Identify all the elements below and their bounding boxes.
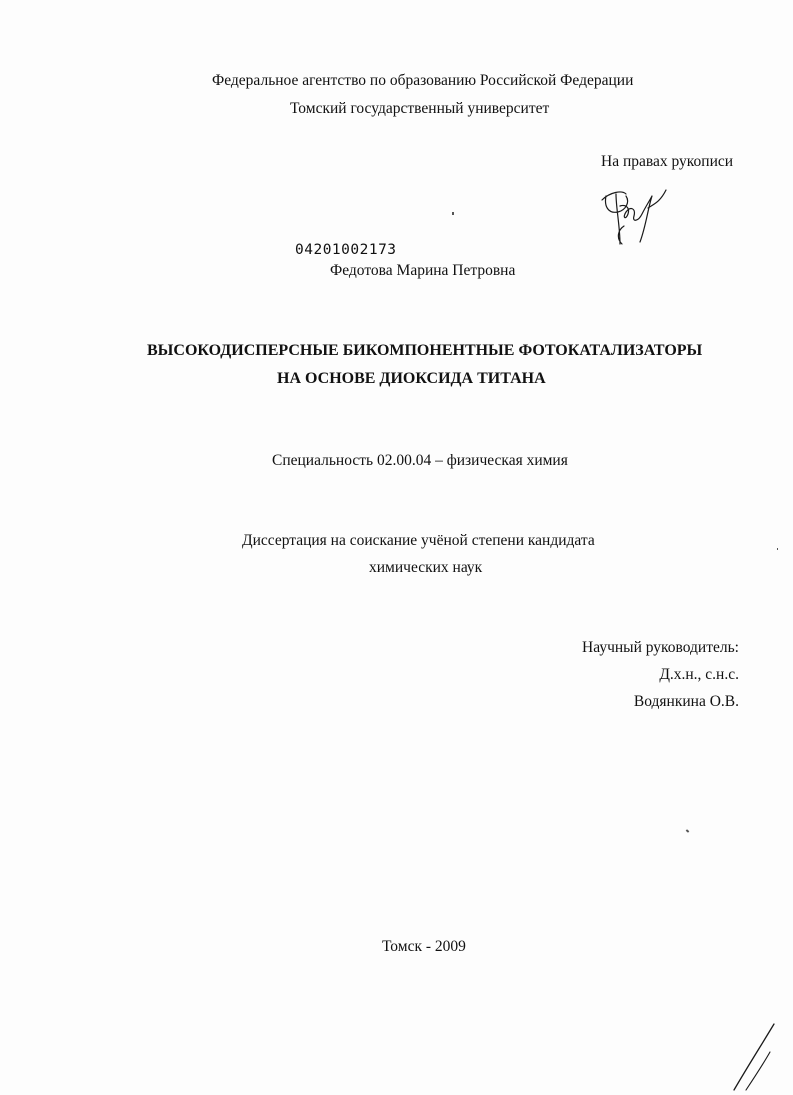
supervisor-name: Водянкина О.В. bbox=[633, 693, 739, 710]
supervisor-label: Научный руководитель: bbox=[582, 639, 739, 656]
dissertation-line-2: химических наук bbox=[369, 559, 483, 576]
signature-mark bbox=[596, 186, 672, 248]
scan-speck bbox=[686, 829, 690, 832]
specialty: Специальность 02.00.04 – физическая химия bbox=[272, 452, 568, 469]
thesis-title-line-2: НА ОСНОВЕ ДИОКСИДА ТИТАНА bbox=[277, 370, 546, 387]
agency-name: Федеральное агентство по образованию Российской Федерации bbox=[212, 72, 634, 89]
dissertation-line-1: Диссертация на соискание учёной степени кандидата bbox=[242, 532, 595, 549]
author-name: Федотова Марина Петровна bbox=[330, 262, 516, 279]
manuscript-note: На правах рукописи bbox=[601, 153, 734, 170]
thesis-title-line-1: ВЫСОКОДИСПЕРСНЫЕ БИКОМПОНЕНТНЫЕ ФОТОКАТАЛИЗАТОРЫ bbox=[147, 342, 703, 359]
supervisor-degree: Д.х.н., с.н.с. bbox=[659, 666, 739, 683]
scan-speck bbox=[452, 212, 454, 215]
university-name: Томский государственный университет bbox=[290, 100, 550, 117]
catalog-number: 04201002173 bbox=[295, 242, 397, 258]
pen-stroke-mark bbox=[728, 1022, 778, 1094]
scan-speck bbox=[777, 548, 778, 550]
city-year: Томск - 2009 bbox=[382, 938, 466, 955]
